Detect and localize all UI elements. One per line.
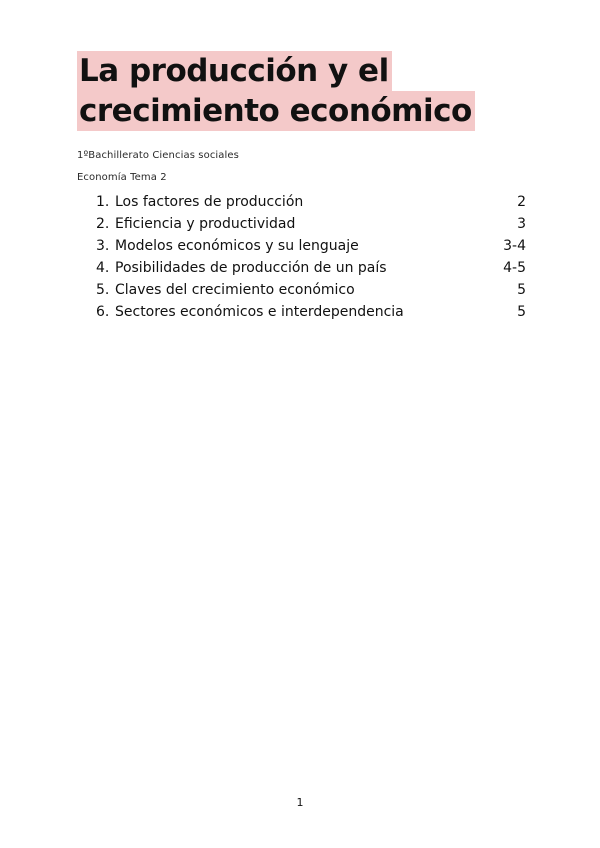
toc-item-page: 5 [517, 304, 526, 320]
toc-item-page: 5 [517, 282, 526, 298]
toc-item-number: 3. [96, 238, 110, 254]
page-number: 1 [296, 796, 304, 809]
course-label: 1ºBachillerato Ciencias sociales [77, 150, 239, 161]
toc-item-page: 3-4 [503, 238, 526, 254]
toc-item-label: Posibilidades de producción de un país [115, 260, 387, 276]
toc-item-page: 2 [517, 194, 526, 210]
toc-item-6 [96, 304, 526, 326]
toc-item-label: Los factores de producción [115, 194, 304, 210]
toc-item-number: 4. [96, 260, 110, 276]
toc-item-label: Modelos económicos y su lenguaje [115, 238, 359, 254]
toc-item-number: 5. [96, 282, 110, 298]
toc-item-number: 2. [96, 216, 110, 232]
toc-item-2 [96, 216, 526, 238]
document-title [77, 51, 475, 131]
toc-item-3 [96, 238, 526, 260]
toc-item-number: 6. [96, 304, 110, 320]
toc-item-page: 3 [517, 216, 526, 232]
toc-item-1 [96, 194, 526, 216]
table-of-contents [96, 194, 526, 326]
toc-item-label: Claves del crecimiento económico [115, 282, 355, 298]
toc-item-label: Sectores económicos e interdependencia [115, 304, 404, 320]
toc-item-label: Eficiencia y productividad [115, 216, 296, 232]
toc-item-number: 1. [96, 194, 110, 210]
toc-item-page: 4-5 [503, 260, 526, 276]
subject-label: Economía Tema 2 [77, 172, 167, 183]
toc-item-5 [96, 282, 526, 304]
toc-item-4 [96, 260, 526, 282]
title-line-2: crecimiento económico [77, 91, 475, 131]
title-line-1: La producción y el [77, 51, 392, 91]
